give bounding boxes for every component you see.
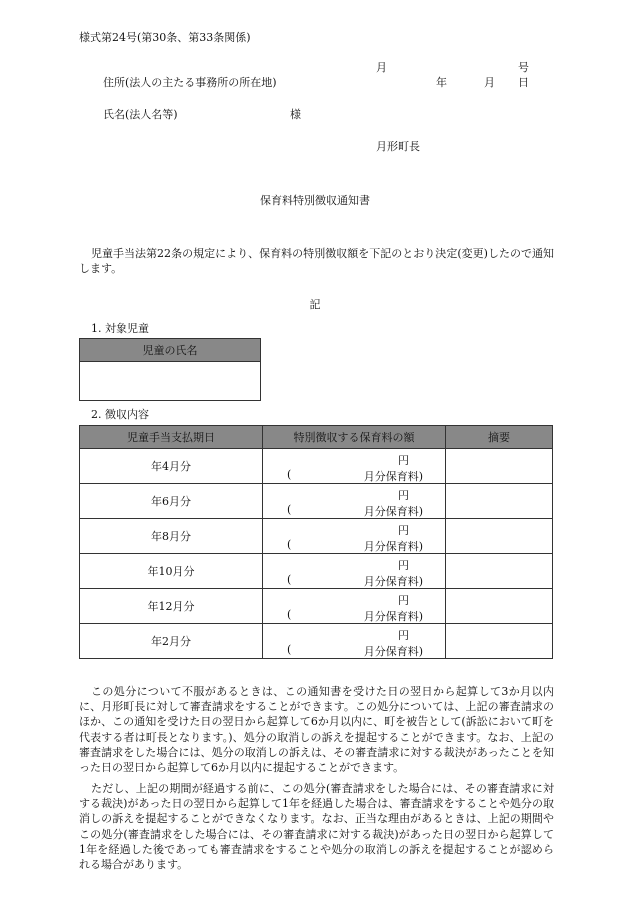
collection-table (79, 425, 553, 659)
notice-paragraph-2: ただし、上記の期間が経過する前に、この処分(審査請求をした場合には、その審査請求に対する裁決)があった日の翌日から起算して1年を経過した場合は、審査請求をすることや処分の取消しの訴えを提起することができなくなります。なお、正当な理由があるときは、上記の期間やこの処分(審査請求をした場合には、その審査請求に対する裁決)があった日の翌日から起算して1年を経過した後であっても審査請求をすることや処分の取消しの訴えを提起することが認められる場合があります。 (79, 782, 554, 872)
amount-cell[interactable] (263, 554, 446, 589)
remarks-cell[interactable] (446, 484, 553, 519)
yen-label: 円 (398, 454, 409, 467)
address-label: 住所(法人の主たる事務所の所在地) (103, 76, 277, 89)
child-name-header: 児童の氏名 (80, 339, 261, 362)
remarks-cell[interactable] (446, 449, 553, 484)
section1-heading: 1. 対象児童 (91, 322, 149, 335)
remarks-cell[interactable] (446, 624, 553, 659)
amount-cell[interactable] (263, 589, 446, 624)
date-month: 月 (484, 76, 495, 89)
period-cell: 年2月分 (80, 624, 263, 659)
yen-label: 円 (398, 594, 409, 607)
number-suffix: 号 (518, 61, 529, 74)
document-title: 保育料特別徴収通知書 (260, 194, 370, 207)
date-year: 年 (436, 76, 447, 89)
col-remarks: 摘要 (446, 426, 553, 449)
month-label: 月分保育料) (363, 470, 423, 483)
notice-paragraph-1: この処分について不服があるときは、この通知書を受けた日の翌日から起算して3か月以内に、月形町長に対して審査請求をすることができます。この処分については、上記の審査請求のほか、この通知を受けた日の翌日から起算して6か月以内に、町を被告として(訴訟において町を代表する者は町長となります。)、処分の取消しの訴えを提起することができます。なお、上記の審査請求をした場合には、処分の取消しの訴えは、その審査請求に対する裁決があったことを知った日の翌日から起算して6か月以内に提起することができます。 (79, 685, 554, 775)
amount-cell[interactable] (263, 484, 446, 519)
paren-open: ( (287, 468, 292, 481)
remarks-cell[interactable] (446, 554, 553, 589)
intro-text: 児童手当法第22条の規定により、保育料の特別徴収額を下記のとおり決定(変更)したので通知します。 (79, 247, 554, 276)
table-row (80, 554, 553, 589)
name-label: 氏名(法人名等) (103, 108, 178, 121)
table-row (80, 449, 553, 484)
date-day: 日 (518, 76, 529, 89)
period-cell: 年4月分 (80, 449, 263, 484)
period-cell: 年12月分 (80, 589, 263, 624)
child-name-cell[interactable] (80, 362, 261, 401)
period-cell: 年10月分 (80, 554, 263, 589)
number-prefix: 月 (376, 61, 387, 74)
amount-cell[interactable] (263, 449, 446, 484)
col-payment-date: 児童手当支払期日 (80, 426, 263, 449)
table-row (80, 589, 553, 624)
month-label: 月分保育料) (363, 610, 423, 623)
paren-open: ( (287, 608, 292, 621)
col-amount: 特別徴収する保育料の額 (263, 426, 446, 449)
form-number: 様式第24号(第30条、第33条関係) (79, 31, 251, 44)
amount-cell[interactable] (263, 519, 446, 554)
child-table (79, 338, 261, 401)
paren-open: ( (287, 503, 292, 516)
month-label: 月分保育料) (363, 645, 423, 658)
month-label: 月分保育料) (363, 505, 423, 518)
paren-open: ( (287, 573, 292, 586)
yen-label: 円 (398, 524, 409, 537)
yen-label: 円 (398, 489, 409, 502)
period-cell: 年8月分 (80, 519, 263, 554)
period-cell: 年6月分 (80, 484, 263, 519)
ki-mark: 記 (309, 298, 321, 311)
table-row (80, 484, 553, 519)
paren-open: ( (287, 538, 292, 551)
paren-open: ( (287, 643, 292, 656)
section2-heading: 2. 徴収内容 (91, 408, 149, 421)
honorific: 様 (290, 108, 301, 121)
remarks-cell[interactable] (446, 519, 553, 554)
month-label: 月分保育料) (363, 540, 423, 553)
month-label: 月分保育料) (363, 575, 423, 588)
table-row (80, 624, 553, 659)
yen-label: 円 (398, 559, 409, 572)
yen-label: 円 (398, 629, 409, 642)
issuer: 月形町長 (376, 140, 420, 153)
amount-cell[interactable] (263, 624, 446, 659)
remarks-cell[interactable] (446, 589, 553, 624)
table-row (80, 519, 553, 554)
